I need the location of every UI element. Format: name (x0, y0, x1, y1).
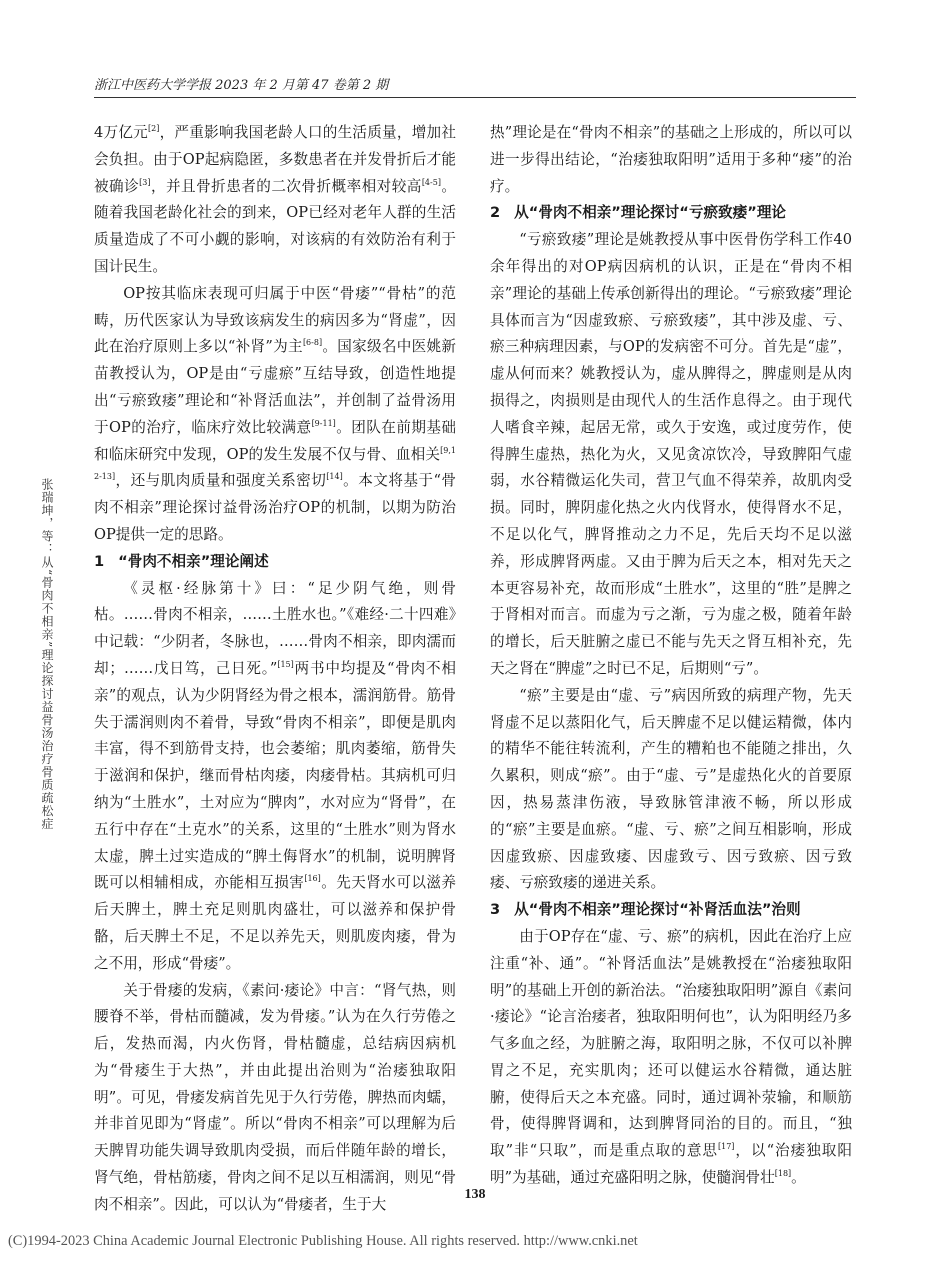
citation-ref: [9,12-13] (94, 445, 456, 482)
left-column (94, 120, 456, 1219)
paragraph: 4万亿元[2]，严重影响我国老龄人口的生活质量，增加社会负担。由于OP起病隐匿，多数患者在并发骨折后才能被确诊[3]，并且骨折患者的二次骨折概率相对较高[4-5]。随着我国老龄化社会的到来，OP已经对老年人群的生活质量造成了不可小觑的影响，对该病的有效防治有利于国计民生。 (94, 124, 456, 275)
header-rule (94, 97, 856, 98)
section-number: 1 (94, 552, 105, 570)
citation-ref: [2] (148, 124, 160, 133)
side-running-title: 张瑞坤，等：从“骨肉不相亲”理论探讨益骨汤治疗骨质疏松症 (40, 478, 54, 831)
citation-ref: [18] (774, 1169, 792, 1179)
paragraph: 《灵枢·经脉第十》曰：“足少阴气绝，则骨枯。……骨肉不相亲，……土胜水也。”《难经·二十四难》中记载：“少阴者，冬脉也，……骨肉不相亲，即肉濡而却；……戊日笃，己日死。”[15]两书中均提及“骨肉不相亲”的观点，认为少阴肾经为骨之根本，濡润筋骨。筋骨失于濡润则肉不着骨，导致“骨肉不相亲”，即便是肌肉丰富，得不到筋骨支持，也会萎缩；肌肉萎缩，筋骨失于滋润和保护，继而骨枯肉痿，肉痿骨枯。其病机可归纳为“土胜水”，土对应为“脾肉”，水对应为“肾骨”，在五行中存在“土克水”的关系，这里的“土胜水”则为肾水太虚，脾土过实造成的“脾土侮肾水”的机制，说明脾肾既可以相辅相成，亦能相互损害[16]。先天肾水可以滋养后天脾土，脾土充足则肌肉盛壮，可以滋养和保护骨骼，后天脾土不足，不足以养先天，则肌废肉痿，骨为之不用，形成“骨痿”。 (94, 579, 456, 972)
paragraph: “亏瘀致痿”理论是姚教授从事中医骨伤学科工作40余年得出的对OP病因病机的认识，正是在“骨肉不相亲”理论的基础上传承创新得出的理论。“亏瘀致痿”理论具体而言为“因虚致瘀、亏瘀致痿”，其中涉及虚、亏、瘀三种病理因素，与OP的发病密不可分。首先是“虚”，虚从何而来？姚教授认为，虚从脾得之，脾虚则是从肉损得之，肉损则是由现代人的生活作息得之。由于现代人嗜食辛辣，起居无常，或久于安逸，或过度劳作，使得脾生虚热，热化为火，又见贪凉饮冷，导致脾阳气虚弱，水谷精微运化失司，营卫气血不得荣养，故肌肉受损。同时，脾阴虚化热之火内伐肾水，使得肾水不足，不足以化气，脾肾推动之力不足，先后天均不足以滋养，形成脾肾两虚。又由于脾为后天之本，相对先天之本更容易补充，故而形成“土胜水”，这里的“胜”是脾之于肾相对而言。而虚为亏之渐，亏为虚之极，随着年龄的增长，后天脏腑之虚已不能与先天之肾互相补充，先天之肾在“脾虚”之时已不足，后期则“亏”。 (490, 231, 852, 677)
section-title: “骨肉不相亲”理论阐述 (118, 552, 269, 570)
page-number: 138 (464, 1187, 486, 1202)
section-title: 从“骨肉不相亲”理论探讨“补肾活血法”治则 (514, 901, 801, 919)
journal-header: 浙江中医药大学学报 2023 年 2 月第 47 卷第 2 期 (94, 78, 389, 93)
paragraph: 热”理论是在“骨肉不相亲”的基础之上形成的，所以可以进一步得出结论，“治痿独取阳明”适用于多种“痿”的治疗。 (490, 124, 852, 195)
section-heading-2 (490, 200, 852, 227)
citation-ref: [9-11] (311, 418, 336, 428)
citation-ref: [14] (326, 472, 343, 482)
citation-ref: [3] (139, 177, 151, 187)
section-heading-1 (94, 549, 456, 576)
citation-ref: [15] (277, 659, 294, 669)
paragraph: 由于OP存在“虚、亏、瘀”的病机，因此在治疗上应注重“补、通”。“补肾活血法”是姚教授在“治痿独取阳明”的基础上开创的新治法。“治痿独取阳明”源自《素问·痿论》“论言治痿者，独取阳明何也”，认为阳明经乃多气多血之经，为脏腑之海，取阳明之脉，不仅可以补脾胃之不足，充实肌肉；还可以健运水谷精微，通达脏腑，使得后天之本充盛。同时，通过调补荥输，和顺筋骨，使得脾肾调和，达到脾肾同治的目的。而且，“独取”非“只取”，而是重点取的意思[17]，以“治痿独取阳明”为基础，通过充盛阳明之脉，使髓润骨壮[18]。 (490, 927, 852, 1187)
paragraph: OP按其临床表现可归属于中医“骨痿”“骨枯”的范畴，历代医家认为导致该病发生的病因多为“肾虚”，因此在治疗原则上多以“补肾”为主[6-8]。国家级名中医姚新苗教授认为，OP是由“亏虚瘀”互结导致，创造性地提出“亏瘀致痿”理论和“补肾活血法”，并创制了益骨汤用于OP的治疗，临床疗效比较满意[9-11]。团队在前期基础和临床研究中发现，OP的发生发展不仅与骨、血相关[9,12-13]，还与肌肉质量和强度关系密切[14]。本文将基于“骨肉不相亲”理论探讨益骨汤治疗OP的机制，以期为防治OP提供一定的思路。 (94, 284, 456, 543)
section-number: 2 (490, 204, 501, 222)
section-title: 从“骨肉不相亲”理论探讨“亏瘀致痿”理论 (514, 204, 787, 222)
paragraph: 关于骨痿的发病，《素问·痿论》中言：“肾气热，则腰脊不举，骨枯而髓减，发为骨痿。”认为在久行劳倦之后，发热而渴，内火伤肾，骨枯髓虚，总结病因病机为“骨痿生于大热”，并由此提出治则为“治痿独取阳明”。可见，骨痿发病首先见于久行劳倦，脾热而肉蠕，并非首见即为“肾虚”。所以“骨肉不相亲”可以理解为后天脾胃功能失调导致肌肉受损，而后伴随年龄的增长，肾气绝，骨枯筋痿，骨肉之间不足以互相濡润，则见“骨肉不相亲”。因此，可以认为“骨痿者，生于大 (94, 981, 456, 1213)
citation-ref: [4-5] (421, 177, 441, 187)
paragraph: “瘀”主要是由“虚、亏”病因所致的病理产物，先天肾虚不足以蒸阳化气，后天脾虚不足以健运精微，体内的精华不能往转流利，产生的糟粕也不能随之排出，久久累积，则成“瘀”。由于“虚、亏”是虚热化火的首要原因，热易蒸津伤液，导致脉管津液不畅，所以形成的“瘀”主要是血瘀。“虚、亏、瘀”之间互相影响，形成因虚致瘀、因虚致痿、因虚致亏、因亏致瘀、因亏致痿、亏瘀致痿的递进关系。 (490, 686, 852, 892)
copyright-footer: (C)1994-2023 China Academic Journal Electronic Publishing House. All rights reserved. http://www.cnki.net (8, 1233, 638, 1249)
citation-ref: [16] (304, 874, 321, 884)
section-number: 3 (490, 901, 501, 919)
section-heading-3 (490, 897, 852, 924)
citation-ref: [17] (718, 1142, 735, 1152)
right-column (490, 120, 852, 1192)
citation-ref: [6-8] (302, 338, 323, 348)
